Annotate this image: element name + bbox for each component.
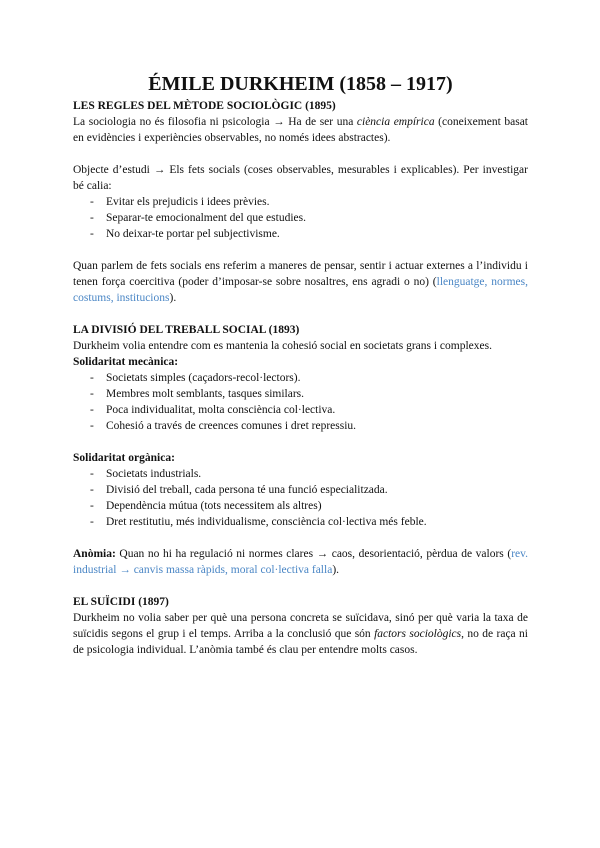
text-run: Quan no hi ha regulació ni normes clares → caos, desorientació, pèrdua de valors ( [115, 548, 512, 560]
emphasis-text: factors sociològics [374, 628, 462, 640]
list-item: - Societats simples (caçadors-recol·lectors). [90, 370, 528, 386]
list-item: - Membres molt semblants, tasques similars. [90, 386, 528, 402]
list-item: - Cohesió a través de creences comunes i dret repressiu. [90, 418, 528, 434]
section-heading: LES REGLES DEL MÈTODE SOCIOLÒGIC (1895) [73, 100, 336, 112]
subheading-mecanica: Solidaritat mecànica: [73, 356, 179, 368]
list-item: - Divisió del treball, cada persona té una funció especialitzada. [90, 482, 528, 498]
bullet-list [73, 466, 528, 530]
bullet-list [73, 370, 528, 434]
highlighted-examples: rev. industrial → canvis massa ràpids, moral col·lectiva falla [73, 548, 528, 576]
section-heading: LA DIVISIÓ DEL TREBALL SOCIAL (1893) [73, 324, 300, 336]
section-suicidi [73, 594, 528, 658]
text-run: La sociologia no és filosofia ni psicologia → Ha de ser una [73, 116, 357, 128]
paragraph-sociologia [73, 114, 528, 146]
list-item: - Separar-te emocionalment del que estudies. [90, 210, 528, 226]
emphasis-text: ciència empírica [356, 116, 435, 128]
text-run: (coneixement basat en evidències i experiències observables, no només idees abstractes). [73, 116, 528, 144]
list-item: - Evitar els prejudicis i idees prèvies. [90, 194, 528, 210]
bullet-list [73, 194, 528, 242]
text-run: ). [332, 564, 340, 576]
section-heading: EL SUÏCIDI (1897) [73, 596, 169, 608]
section-regles-metode [73, 98, 528, 306]
paragraph-objecte-estudi: Objecte d’estudi → Els fets socials (coses observables, mesurables i explicables). Per investigar bé calia: [73, 164, 528, 192]
paragraph-anomia [73, 546, 528, 578]
term-label: Anòmia: [73, 548, 116, 560]
list-item: - Societats industrials. [90, 466, 528, 482]
subheading-organica: Solidaritat orgànica: [73, 452, 175, 464]
paragraph-suicidi [73, 610, 528, 658]
list-item: - Dependència mútua (tots necessitem als altres) [90, 498, 528, 514]
section-divisio-treball [73, 322, 528, 578]
text-run: ). [169, 292, 177, 304]
list-item: - Dret restitutiu, més individualisme, consciència col·lectiva més feble. [90, 514, 528, 530]
list-item: - No deixar-te portar pel subjectivisme. [90, 226, 528, 242]
page-title: ÉMILE DURKHEIM (1858 – 1917) [148, 73, 453, 95]
highlighted-examples: llenguatge, normes, costums, institucions [73, 276, 528, 304]
paragraph-intro: Durkheim volia entendre com es mantenia la cohesió social en societats grans i complexes. [73, 340, 492, 352]
text-run: , no de raça ni de psicologia individual. L’anòmia també és clau per entendre molts casos. [73, 628, 528, 656]
text-run: Quan parlem de fets socials ens referim a maneres de pensar, sentir i actuar externes a l’individu i tenen força coercitiva (poder d’imposar-se sobre nosaltres, ens agradi o no) ( [73, 260, 528, 288]
paragraph-fets-socials [73, 258, 528, 306]
text-run: Durkheim no volia saber per què una persona concreta se suïcidava, sinó per què varia la taxa de suïcidis segons el grup i el temps. Arriba a la conclusió que són [73, 612, 528, 640]
list-item: - Poca individualitat, molta consciència col·lectiva. [90, 402, 528, 418]
